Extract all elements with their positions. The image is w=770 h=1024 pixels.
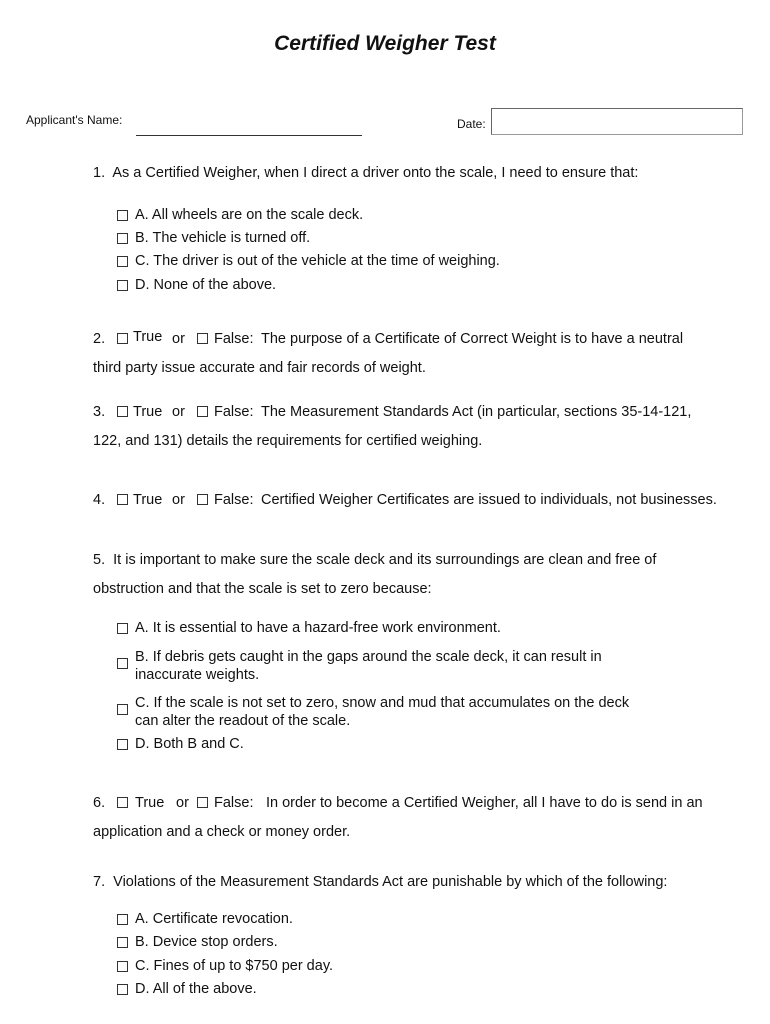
checkbox[interactable] [117,256,128,267]
true-label: True [133,329,163,345]
true-checkbox[interactable] [117,333,128,344]
question-number: 6. [93,795,106,811]
true-label: True [133,404,163,420]
question-number: 7. [93,874,106,890]
applicant-name-field[interactable] [136,116,362,136]
page-title: Certified Weigher Test [274,32,496,55]
question-text: Certified Weigher Certificates are issued to individuals, not businesses. [261,492,717,508]
true-checkbox[interactable] [117,494,128,505]
false-checkbox[interactable] [197,406,208,417]
checkbox[interactable] [117,739,128,750]
applicant-name-label: Applicant's Name: [26,113,123,127]
question-3-continued: 122, and 131) details the requirements for certified weighing. [93,433,483,449]
question-4 [93,490,763,510]
checkbox[interactable] [117,937,128,948]
checkbox[interactable] [117,623,128,634]
question-number: 1. [93,165,106,181]
true-label: True [135,795,165,811]
checkbox[interactable] [117,961,128,972]
true-label: True [133,492,163,508]
or-label: or [172,331,185,347]
question-number: 2. [93,331,106,347]
question-7 [93,872,667,892]
question-3 [93,402,753,422]
false-checkbox[interactable] [197,333,208,344]
question-number: 4. [93,492,106,508]
false-label: False: [214,492,254,508]
question-text: The purpose of a Certificate of Correct Weight is to have a neutral [261,331,684,347]
true-checkbox[interactable] [117,406,128,417]
checkbox[interactable] [117,984,128,995]
question-text: In order to become a Certified Weigher, all I have to do is send in an [266,795,703,811]
date-field[interactable] [491,108,743,135]
question-text: Violations of the Measurement Standards Act are punishable by which of the following: [113,874,668,890]
or-label: or [176,795,189,811]
q5-option-c[interactable]: C. If the scale is not set to zero, snow and mud that accumulates on the deck can alter the readout of the scale. [117,694,677,730]
checkbox[interactable] [117,914,128,925]
checkbox[interactable] [117,233,128,244]
false-label: False: [214,795,254,811]
q5-option-b[interactable]: B. If debris gets caught in the gaps around the scale deck, it can result in inaccurate weights. [117,648,677,684]
question-number: 3. [93,404,106,420]
question-5-continued: obstruction and that the scale is set to zero because: [93,581,432,597]
checkbox[interactable] [117,210,128,221]
question-5 [93,550,656,570]
question-text: It is important to make sure the scale deck and its surroundings are clean and free of [113,552,657,568]
question-2 [93,329,753,349]
checkbox[interactable] [117,704,128,715]
question-number: 5. [93,552,106,568]
true-checkbox[interactable] [117,797,128,808]
or-label: or [172,492,185,508]
checkbox[interactable] [117,280,128,291]
or-label: or [172,404,185,420]
date-label: Date: [457,117,486,131]
question-2-continued: third party issue accurate and fair records of weight. [93,360,426,376]
false-checkbox[interactable] [197,797,208,808]
false-label: False: [214,404,254,420]
false-checkbox[interactable] [197,494,208,505]
question-text: The Measurement Standards Act (in particular, sections 35-14-121, [261,404,692,420]
question-1 [93,163,638,183]
question-6 [93,793,753,813]
question-6-continued: application and a check or money order. [93,824,351,840]
question-text: As a Certified Weigher, when I direct a driver onto the scale, I need to ensure that: [112,165,639,181]
false-label: False: [214,331,254,347]
checkbox[interactable] [117,658,128,669]
